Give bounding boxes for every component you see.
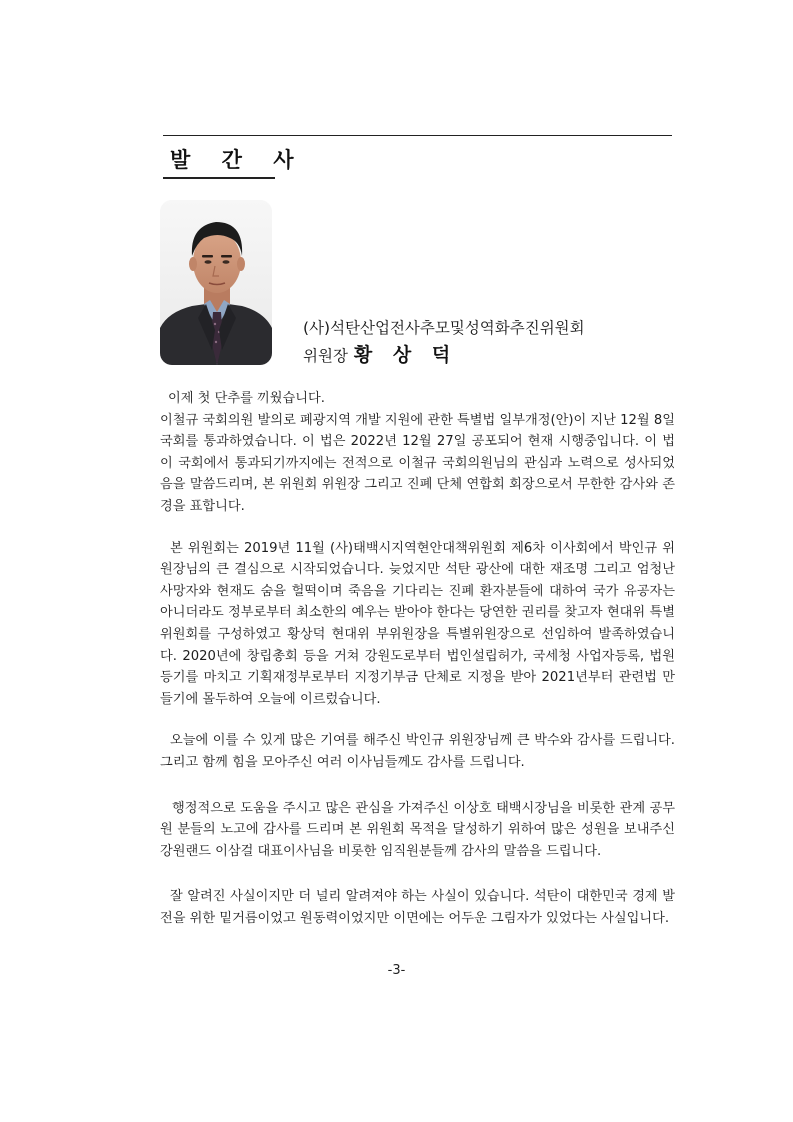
page-title: 발 간 사 [170,148,306,172]
paragraph: 오늘에 이를 수 있게 많은 기여를 해주신 박인규 위원장님께 큰 박수와 감사를 드립니다. 그리고 함께 힘을 모아주신 여러 이사님들께도 감사를 드립니다. [160,733,675,770]
paragraph: 잘 알려진 사실이지만 더 널리 알려져야 하는 사실이 있습니다. 석탄이 대한민국 경제 발전을 위한 밑거름이었고 원동력이었지만 이면에는 어두운 그림자가 있었다는 사실입니다. [160,889,675,926]
author-portrait [160,200,272,365]
organization-name: (사)석탄산업전사추모및성역화추진위원회 [303,319,585,337]
signer-line [303,340,457,367]
paragraph: 이철규 국회의원 발의로 폐광지역 개발 지원에 관한 특별법 일부개정(안)이 지난 12월 8일 국회를 통과하였습니다. 이 법은 2022년 12월 27일 공포되어 현재 시행중입니다. 이 법이 국회에서 통과되기까지에는 전적으로 이철규 국회의원님의 관심과 노력으로 성사되었음을 말씀드리며, 본 위원회 위원장 그리고 진폐 단체 연합회 회장으로서 무한한 감사와 존경을 표합니다. [160,412,675,514]
top-rule [163,135,672,136]
paragraph: 본 위원회는 2019년 11월 (사)태백시지역현안대책위원회 제6차 이사회에서 박인규 위원장님의 큰 결심으로 시작되었습니다. 늦었지만 석탄 광산에 대한 재조명 그리고 엄청난 사망자와 현재도 숨을 헐떡이며 죽음을 기다리는 진폐 환자분들에 대하여 국가 유공자는 아니더라도 정부로부터 최소한의 예우는 받아야 한다는 당연한 권리를 찾고자 현대위 특별위원회를 구성하였고 황상덕 현대위 부위원장을 특별위원장으로 선임하여 발족하였습니다. 2020년에 창립총회 등을 거쳐 강원도로부터 법인설립허가, 국세청 사업자등록, 법원 등기를 마치고 기획재정부로부터 지정기부금 단체로 지정을 받아 2021년부터 관련법 만들기에 몰두하여 오늘에 이르렀습니다. [160,540,675,707]
paragraph: 행정적으로 도움을 주시고 많은 관심을 가져주신 이상호 태백시장님을 비롯한 관계 공무원 분들의 노고에 감사를 드리며 본 위원회 목적을 달성하기 위하여 많은 성원을 보내주신 강원랜드 이삼걸 대표이사님을 비롯한 임직원분들께 감사의 말씀을 드립니다. [160,800,675,859]
signer-role: 위원장 [303,347,348,365]
paragraph: 이제 첫 단추를 끼웠습니다. [168,391,325,406]
signer-name: 황 상 덕 [353,344,458,366]
title-underline [163,177,275,179]
page-number: -3- [387,963,406,978]
body-text [160,388,675,929]
